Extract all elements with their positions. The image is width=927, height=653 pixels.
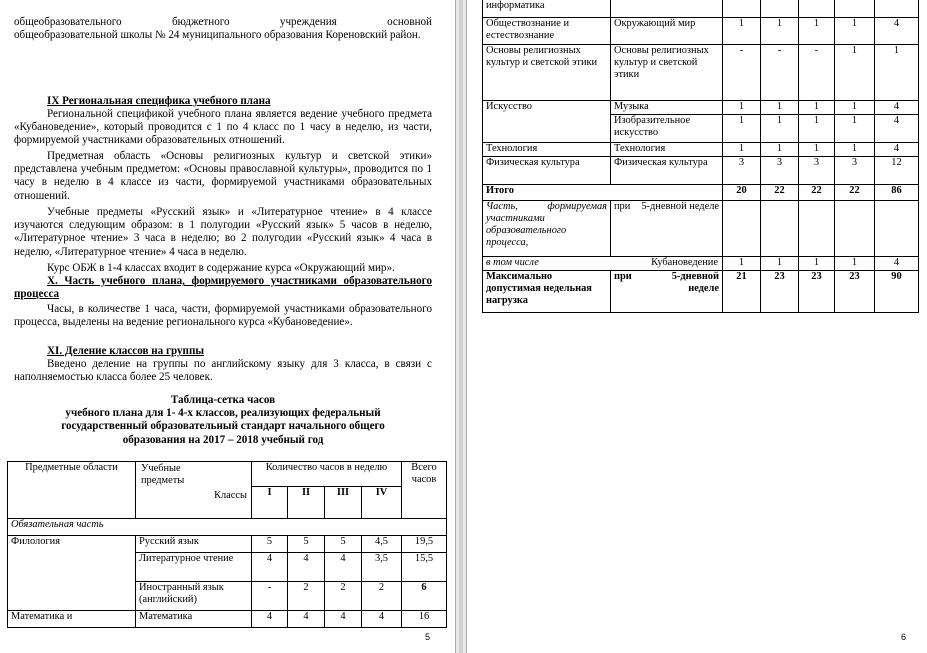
grade-cell: 1 (799, 17, 835, 44)
hours-grid-table-part-1 (7, 461, 447, 628)
max-note-b: 5-дневной неделе (671, 270, 719, 294)
page-gap (455, 0, 467, 653)
grade-cell: 1 (723, 100, 761, 114)
part-note (611, 200, 723, 256)
header-classes: Классы (214, 490, 247, 501)
grade-cell: 1 (835, 142, 875, 156)
page-5 (0, 0, 455, 653)
grade-cell: 4 (288, 611, 325, 628)
table-row (483, 142, 919, 156)
grade-cell: 5 (252, 536, 288, 553)
grade-cell: 23 (799, 270, 835, 312)
including-label: в том числе (486, 256, 539, 268)
grade-cell: - (723, 44, 761, 100)
grade-cell: 3 (835, 156, 875, 184)
total-cell (875, 0, 919, 17)
max-load-row (483, 270, 919, 312)
grade-cell: 1 (799, 100, 835, 114)
section-10-paragraph-1: Часы, в количестве 1 часа, части, формируемой участниками образовательного процесса, выделены на ведение регионального курса «Кубановедение». (14, 303, 432, 329)
subject-cell: Основы религиозных культур и светской этики (611, 44, 723, 100)
grade-cell: 22 (761, 184, 799, 200)
grade-cell: 23 (835, 270, 875, 312)
grade-cell: 1 (799, 256, 835, 270)
grade-cell: 20 (723, 184, 761, 200)
grade-cell (835, 200, 875, 256)
grade-cell: 22 (835, 184, 875, 200)
table-row (483, 0, 919, 17)
page-number: 6 (901, 632, 907, 642)
total-cell: 4 (875, 142, 919, 156)
grade-cell: 1 (835, 256, 875, 270)
header-areas: Предметные области (8, 462, 136, 519)
subject-cell: Окружающий мир (611, 17, 723, 44)
total-cell: 4 (875, 256, 919, 270)
section-10-heading (14, 275, 432, 301)
subject-cell: Русский язык (136, 536, 252, 553)
total-cell: 4 (875, 114, 919, 142)
including-subject: Кубановедение (651, 256, 718, 268)
grade-cell: 4,5 (362, 536, 402, 553)
table-row (483, 44, 919, 100)
grade-cell: 21 (723, 270, 761, 312)
grade-cell: 1 (835, 17, 875, 44)
grade-cell: 3,5 (362, 553, 402, 582)
part-note-b: 5-дневной неделе (641, 200, 719, 212)
grade-cell: 1 (799, 142, 835, 156)
grade-cell: 1 (723, 142, 761, 156)
area-cell: Математика и (8, 611, 136, 628)
area-cell: Искусство (483, 100, 611, 142)
part-row (483, 200, 919, 256)
header-hours: Количество часов в неделю (252, 462, 402, 487)
grade-cell: 1 (723, 256, 761, 270)
grade-cell: 1 (799, 114, 835, 142)
part-label: Часть, формируемая участниками образовательного процесса, (483, 200, 611, 256)
area-cell: Обществознание и естествознание (483, 17, 611, 44)
area-cell: информатика (483, 0, 611, 17)
grade-cell: 1 (835, 44, 875, 100)
section-11-paragraph-1: Введено деление на группы по английскому языку для 3 класса, в связи с наполняемостью класса более 25 человек. (14, 358, 432, 384)
header-grade-1: I (252, 487, 288, 519)
grade-cell: 4 (252, 611, 288, 628)
section-9-paragraph-4: Курс ОБЖ в 1-4 классах входит в содержание курса «Окружающий мир». (47, 262, 395, 274)
total-cell: 86 (875, 184, 919, 200)
grade-cell: 3 (799, 156, 835, 184)
grade-cell: 22 (799, 184, 835, 200)
total-cell: 4 (875, 17, 919, 44)
grade-cell: 4 (252, 553, 288, 582)
grade-cell (761, 0, 799, 17)
grade-cell: 3 (723, 156, 761, 184)
page-number: 5 (425, 632, 431, 642)
grade-cell: 1 (835, 114, 875, 142)
grade-cell: 1 (761, 142, 799, 156)
grade-cell: 5 (325, 536, 362, 553)
including-row (483, 256, 919, 270)
section-9-paragraph-2: Предметная область «Основы религиозных культур и светской этики» представлена учебным предметом: «Основы православной культуры», проводится по 1 часу в неделю в 4 классе из части, формируемой участниками образовательных отношений. (14, 150, 432, 202)
total-cell (875, 200, 919, 256)
section-9-title: IX Региональная специфика учебного плана (47, 95, 271, 107)
total-cell: 12 (875, 156, 919, 184)
total-cell: 4 (875, 100, 919, 114)
grade-cell: - (799, 44, 835, 100)
intro-line-2: общеобразовательной школы № 24 муниципального образования Кореновский район. (14, 29, 421, 41)
table-title-line-4: образования на 2017 – 2018 учебный год (122, 433, 324, 446)
grade-cell: 23 (761, 270, 799, 312)
grade-cell: - (252, 582, 288, 611)
header-subjects: Учебные предметы (141, 463, 185, 486)
total-cell: 16 (402, 611, 447, 628)
grade-cell: 4 (325, 611, 362, 628)
hours-grid-table-part-2 (482, 0, 919, 313)
area-cell: Основы религиозных культур и светской этики (483, 44, 611, 100)
table-title-line-2: учебного плана для 1- 4-х классов, реализующих федеральный (65, 407, 381, 420)
grade-cell: 1 (723, 114, 761, 142)
mandatory-part-row: Обязательная часть (8, 519, 447, 536)
section-11-title: XI. Деление классов на группы (47, 345, 205, 357)
grade-cell: 5 (288, 536, 325, 553)
including-cell (483, 256, 723, 270)
table-row (483, 156, 919, 184)
subject-cell: Литературное чтение (136, 553, 252, 582)
grade-cell: 4 (362, 611, 402, 628)
table-row (8, 536, 447, 553)
grade-cell: 1 (761, 114, 799, 142)
max-load-note (611, 270, 723, 312)
total-cell: 1 (875, 44, 919, 100)
grade-cell: 2 (325, 582, 362, 611)
max-load-label: Максимально допустимая недельная нагрузка (483, 270, 611, 312)
header-grade-3: III (325, 487, 362, 519)
header-subjects-classes (136, 462, 252, 519)
subject-cell: Музыка (611, 100, 723, 114)
grade-cell: 2 (362, 582, 402, 611)
intro-line-1: общеобразовательного бюджетного учреждения основной (14, 16, 432, 28)
grade-cell (761, 200, 799, 256)
section-11-heading (14, 345, 432, 358)
subject-cell: Изобразительное искусство (611, 114, 723, 142)
grade-cell: 2 (288, 582, 325, 611)
grade-cell: 3 (761, 156, 799, 184)
section-9-paragraph-1: Региональной спецификой учебного плана является ведение учебного предмета «Кубановедение», который проводится с 1 по 4 класс по 1 часу в неделю, из части, формируемой участниками образовательных отношений. (14, 108, 432, 147)
table-row (8, 611, 447, 628)
total-cell: 90 (875, 270, 919, 312)
grade-cell: 1 (761, 256, 799, 270)
subject-cell (611, 0, 723, 17)
subject-cell: Технология (611, 142, 723, 156)
area-cell: Филология (8, 536, 136, 611)
grade-cell (799, 200, 835, 256)
grade-cell: 1 (723, 17, 761, 44)
grade-cell: 4 (325, 553, 362, 582)
grade-cell: - (761, 44, 799, 100)
grade-cell: 1 (761, 100, 799, 114)
grade-cell (799, 0, 835, 17)
total-row (483, 184, 919, 200)
total-cell: 15,5 (402, 553, 447, 582)
subject-cell: Иностранный язык (английский) (136, 582, 252, 611)
header-grade-2: II (288, 487, 325, 519)
subject-cell: Математика (136, 611, 252, 628)
part-note-a: при (614, 200, 631, 212)
area-cell: Физическая культура (483, 156, 611, 184)
total-cell: 6 (402, 582, 447, 611)
max-note-a: при (614, 270, 632, 282)
subject-cell: Физическая культура (611, 156, 723, 184)
page-6 (467, 0, 927, 653)
area-cell: Технология (483, 142, 611, 156)
grade-cell (723, 200, 761, 256)
grade-cell: 4 (288, 553, 325, 582)
table-title (14, 394, 432, 447)
table-row (483, 17, 919, 44)
section-9-heading (14, 95, 432, 108)
table-title-line-1: Таблица-сетка часов (170, 394, 276, 406)
grade-cell (723, 0, 761, 17)
table-row (483, 100, 919, 114)
header-total: Всего часов (402, 462, 447, 519)
total-label: Итого (483, 184, 723, 200)
grade-cell (835, 0, 875, 17)
total-cell: 19,5 (402, 536, 447, 553)
section-9-paragraph-3: Учебные предметы «Русский язык» и «Литературное чтение» в 4 классе изучаются следующим образом: в 1 полугодии «Русский язык» 5 часов в неделю, «Литературное чтение» 3 часа в неделю; во 2 полугодии «Русский язык» 4 часа в неделю, «Литературное чтение» 4 часа в неделю. (14, 206, 432, 258)
grade-cell: 1 (761, 17, 799, 44)
section-10-title: X. Часть учебного плана, формируемого участниками образовательного процесса (14, 275, 432, 301)
table-title-line-3: государственный образовательный стандарт начального общего (61, 420, 385, 433)
grade-cell: 1 (835, 100, 875, 114)
header-grade-4: IV (362, 487, 402, 519)
